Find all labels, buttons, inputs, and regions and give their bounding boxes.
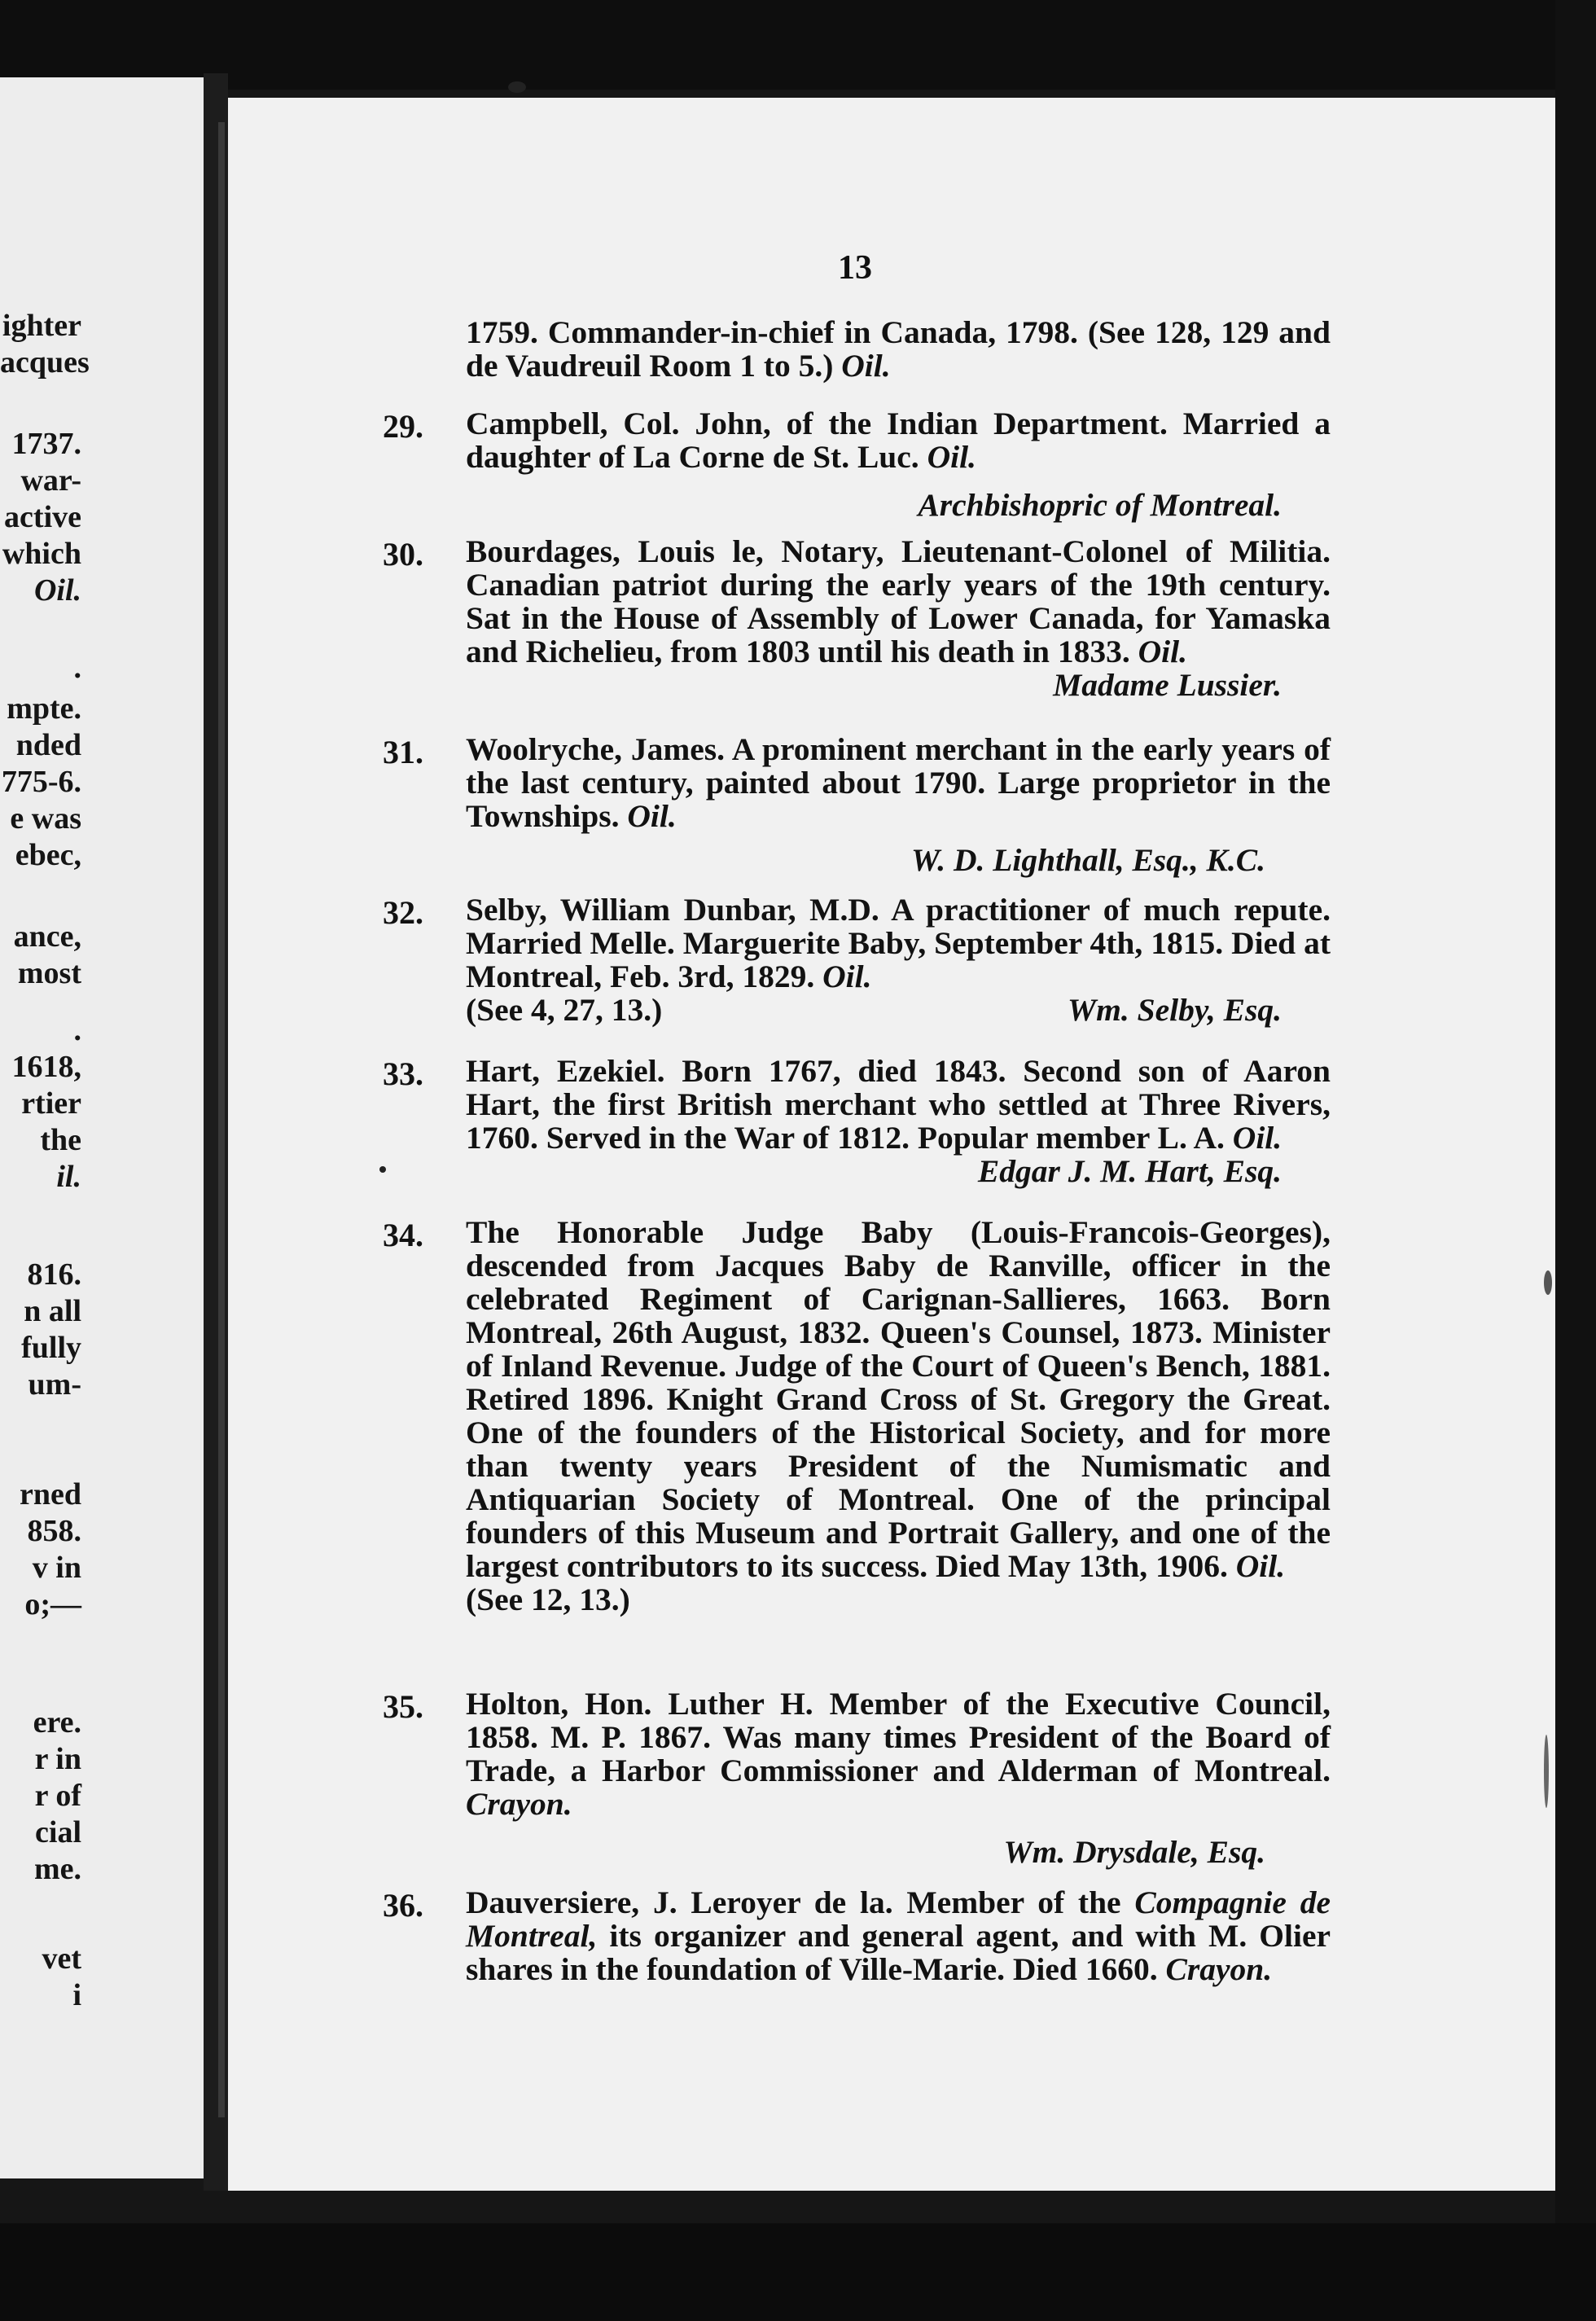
entry-medium: Oil. [1232, 1120, 1282, 1156]
entry-body: Hart, Ezekiel. Born 1767, died 1843. Second son of Aaron Hart, the first British merchant who settled at Three Rivers, 1760. Served in the War of 1812. Popular member L. A. [466, 1053, 1331, 1156]
facing-page-fragment: i [72, 1978, 81, 2012]
entry-text [466, 535, 1331, 702]
entry-text [466, 1886, 1331, 1986]
entry-body: Woolryche, James. A prominent merchant in the early years of the last century, painted about 1790. Large proprietor in the Townships. [466, 731, 1331, 834]
entry-body: Selby, William Dunbar, M.D. A practitioner of much repute. Married Melle. Marguerite Baby, September 4th, 1815. Died at Montreal, Feb. 3rd, 1829. [466, 892, 1331, 994]
scan-speck [379, 1166, 386, 1173]
scan-speck [1544, 1735, 1549, 1808]
entry-text [466, 407, 1331, 474]
entry-number: 29. [383, 408, 423, 445]
scan-frame-top [0, 0, 1596, 90]
facing-page-fragment: . [73, 651, 81, 685]
page-number: 13 [838, 249, 872, 287]
facing-page-fragment: mpte. [7, 691, 81, 726]
scan-speck [1544, 1270, 1552, 1295]
entry-medium: Crayon. [1165, 1951, 1273, 1987]
entry-medium: Oil. [822, 959, 872, 994]
entry-medium: Oil. [927, 439, 976, 475]
facing-page-fragment: vet [42, 1941, 81, 1976]
facing-page-fragment: which [2, 537, 81, 571]
facing-page-fragment: ance, [13, 919, 81, 954]
facing-page-fragment: n all [24, 1294, 81, 1328]
entry-number: 33. [383, 1055, 423, 1092]
entry-source: Wm. Drysdale, Esq. [1003, 1834, 1265, 1870]
entry-source: Wm. Selby, Esq. [1068, 992, 1282, 1028]
facing-page-fragment: 858. [27, 1514, 81, 1548]
facing-page-fragment: nded [15, 728, 81, 762]
entry-number: 32. [383, 894, 423, 931]
continuation-medium: Oil. [841, 348, 891, 384]
facing-page-fragment: r of [34, 1779, 81, 1813]
entry-source: Archbishopric of Montreal. [918, 487, 1282, 523]
continuation-body: 1759. Commander-in-chief in Canada, 1798. (See 128, 129 and de Vaudreuil Room 1 to 5.) [466, 314, 1331, 384]
facing-page-fragment: rtier [21, 1086, 81, 1121]
facing-page-fragment: cial [35, 1815, 81, 1849]
facing-page-fragment: 816. [27, 1257, 81, 1292]
entry-number: 35. [383, 1688, 423, 1725]
facing-page-fragment: r in [34, 1742, 81, 1776]
scan-speck [508, 81, 526, 93]
facing-page-fragment: the [40, 1123, 81, 1157]
facing-page-fragment: v in [32, 1551, 81, 1585]
entry-body: Holton, Hon. Luther H. Member of the Executive Council, 1858. M. P. 1867. Was many times President of the Board of Trade, a Harbor Commissioner and Alderman of Montreal. [466, 1686, 1331, 1788]
entry-italic-phrase: Compagnie de Montreal, [466, 1884, 1331, 1954]
facing-page-fragment: Oil. [33, 573, 81, 608]
facing-page-fragment: ebec, [15, 838, 81, 872]
entry-source: W. D. Lighthall, Esq., K.C. [911, 842, 1265, 878]
entry-text [466, 1055, 1331, 1188]
facing-page-fragment: 1737. [11, 427, 81, 461]
facing-page-fragment: acques [0, 345, 90, 380]
facing-page-fragment: active [4, 500, 81, 534]
continuation-text [466, 316, 1331, 383]
entry-note: (See 12, 13.) [466, 1582, 630, 1617]
facing-page-fragment: e was [10, 801, 81, 836]
scan-frame-right [1555, 0, 1596, 2321]
entry-source: Edgar J. M. Hart, Esq. [977, 1153, 1282, 1189]
scan-frame-bottom [0, 2223, 1596, 2321]
facing-page-fragment: 775-6. [1, 765, 81, 799]
facing-page-fragment: ighter [2, 309, 81, 343]
facing-page-fragment: um- [28, 1367, 81, 1402]
facing-page-fragment: fully [21, 1331, 81, 1365]
entry-body: Dauversiere, J. Leroyer de la. Member of the [466, 1884, 1121, 1920]
entry-text [466, 1687, 1331, 1821]
entry-text [466, 733, 1331, 833]
entry-body: Campbell, Col. John, of the Indian Department. Married a daughter of La Corne de St. Luc. [466, 406, 1331, 475]
entry-text [466, 1216, 1331, 1617]
entry-body-cont: its organizer and general agent, and with M. Olier shares in the foundation of Ville-Marie. Died 1660. [466, 1918, 1331, 1987]
entry-medium: Oil. [627, 798, 677, 834]
entry-body: Bourdages, Louis le, Notary, Lieutenant-Colonel of Militia. Canadian patriot during the early years of the 19th century. Sat in the House of Assembly of Lower Canada, for Yamaska and Richelieu, from 1803 until his death in 1833. [466, 533, 1331, 669]
facing-page-fragment: me. [33, 1852, 81, 1886]
facing-page-fragment: . [73, 1013, 81, 1047]
facing-page-fragment: 1618, [11, 1050, 81, 1084]
facing-page-fragment: il. [56, 1160, 81, 1194]
entry-number: 36. [383, 1887, 423, 1924]
entry-source: Madame Lussier. [1053, 667, 1282, 703]
entry-medium: Crayon. [466, 1786, 572, 1822]
facing-page-fragment: ere. [33, 1705, 81, 1740]
entry-number: 34. [383, 1217, 423, 1253]
entry-medium: Oil. [1235, 1548, 1286, 1584]
facing-page-edge [0, 77, 204, 2178]
entry-text [466, 893, 1331, 1027]
facing-page-fragment: war- [20, 463, 81, 498]
facing-page-fragment: most [17, 956, 81, 990]
spine-shadow [218, 122, 225, 2117]
facing-page-fragment: o;— [24, 1587, 81, 1621]
facing-page-fragment: rned [20, 1477, 81, 1512]
entry-medium: Oil. [1138, 634, 1187, 669]
entry-note: (See 4, 27, 13.) [466, 992, 663, 1028]
entry-number: 30. [383, 536, 423, 573]
entry-number: 31. [383, 734, 423, 770]
entry-body: The Honorable Judge Baby (Louis-Francois-Georges), descended from Jacques Baby de Ranville, officer in the celebrated Regiment of Carignan-Sallieres, 1663. Born Montreal, 26th August, 1832. Queen's Counsel, 1873. Minister of Inland Revenue. Judge of the Court of Queen's Bench, 1881. Retired 1896. Knight Grand Cross of St. Gregory the Great. One of the founders of the Historical Society, and for more than twenty years President of the Numismatic and Antiquarian Society of Montreal. One of the principal founders of this Museum and Portrait Gallery, and one of the largest contributors to its success. Died May 13th, 1906. [466, 1214, 1331, 1584]
